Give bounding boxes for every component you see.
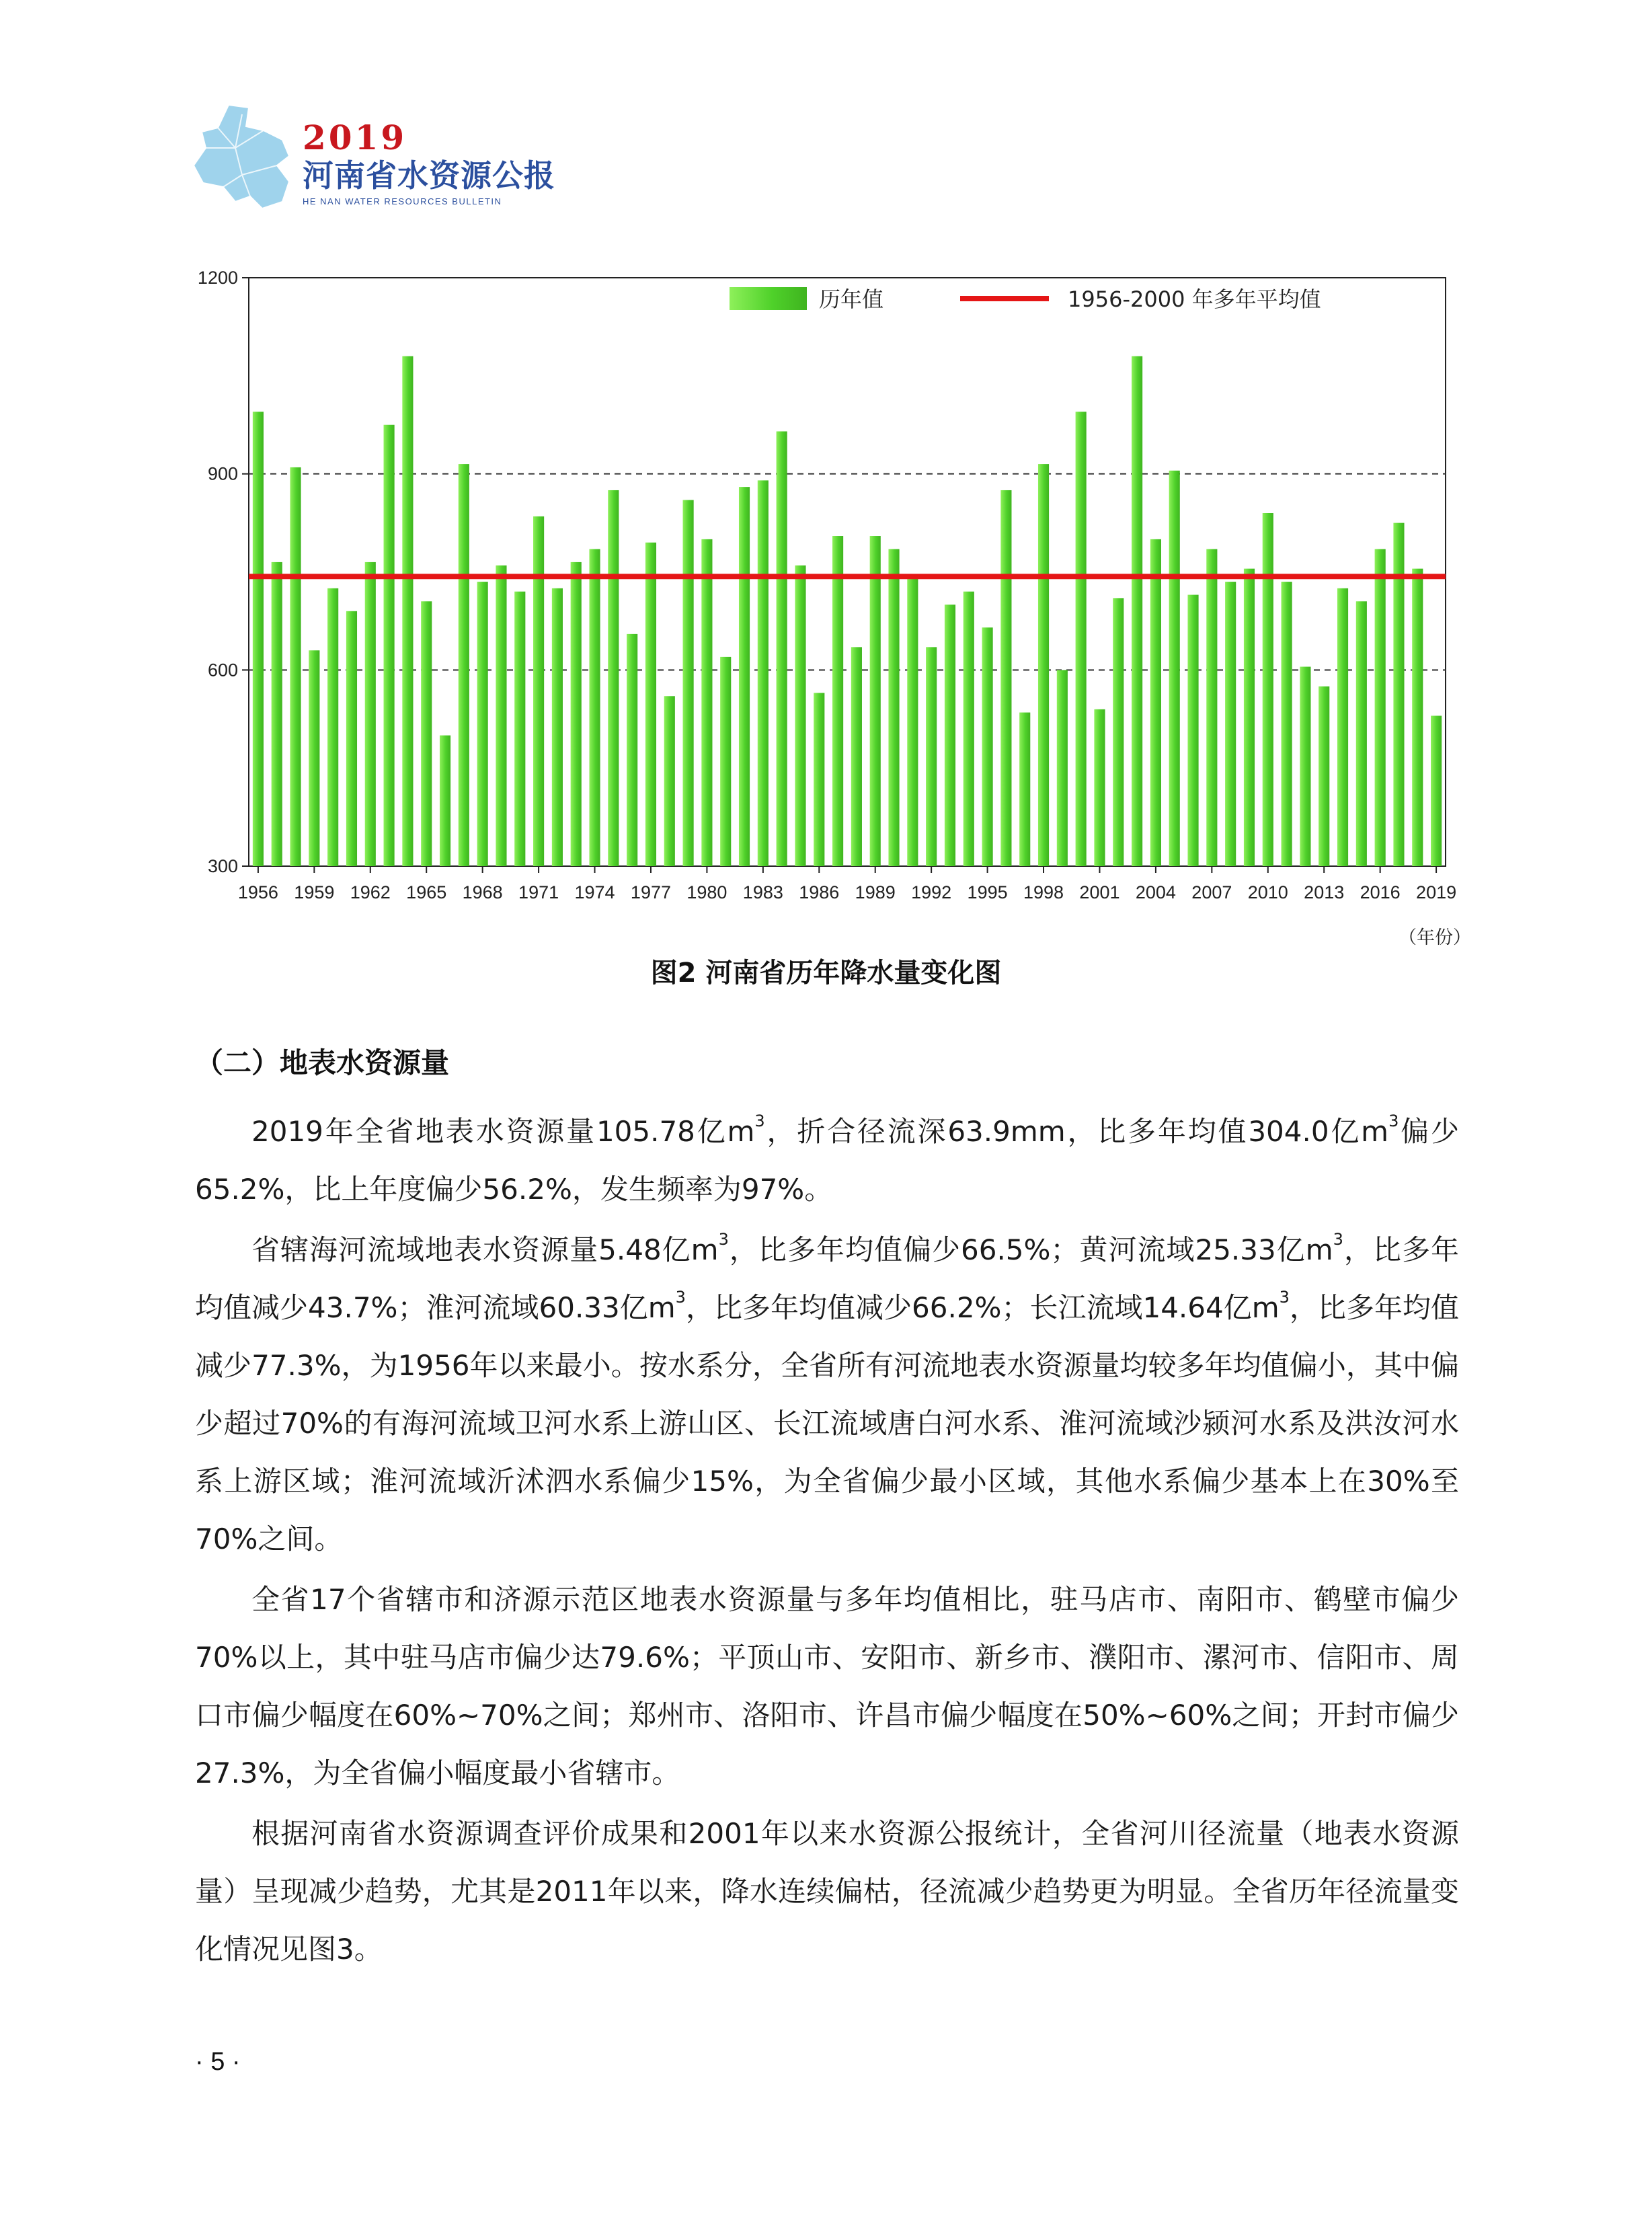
bar-2010: [1263, 513, 1273, 866]
page-number: · 5 ·: [195, 2048, 241, 2076]
bar-1967: [459, 464, 469, 866]
x-tick-label: 1998: [1023, 882, 1064, 902]
bar-1979: [683, 500, 694, 866]
x-tick-label: 1962: [350, 882, 391, 902]
bar-2007: [1206, 549, 1217, 866]
x-tick-label: 1959: [294, 882, 335, 902]
bar-1956: [253, 412, 264, 866]
bar-1988: [851, 647, 862, 866]
x-tick-label: 1986: [799, 882, 840, 902]
bar-2014: [1337, 588, 1348, 866]
x-tick-label: 2004: [1135, 882, 1176, 902]
bar-2016: [1375, 549, 1386, 866]
bar-1991: [907, 578, 918, 866]
bar-2013: [1319, 687, 1329, 866]
bar-2006: [1187, 595, 1198, 866]
bar-1997: [1019, 713, 1030, 866]
x-tick-label: 2019: [1416, 882, 1457, 902]
legend-bar-label: 历年值: [819, 286, 884, 312]
bar-1985: [795, 566, 805, 866]
y-tick-label: 600: [207, 660, 238, 681]
bar-1989: [870, 536, 881, 866]
bar-1974: [589, 549, 600, 866]
bar-1978: [664, 696, 675, 866]
section-heading: （二）地表水资源量: [195, 1046, 450, 1079]
bar-1957: [272, 562, 282, 866]
bar-1973: [571, 562, 582, 866]
x-axis-ticks: [238, 866, 1456, 902]
bar-1972: [552, 588, 563, 866]
body-text: [195, 1103, 1459, 1981]
x-tick-label: 2016: [1360, 882, 1401, 902]
bar-1980: [701, 539, 712, 866]
bar-2015: [1356, 601, 1367, 866]
bar-1964: [402, 356, 413, 866]
bar-1995: [982, 627, 993, 866]
bulletin-year: 2019: [303, 118, 407, 157]
bar-1984: [777, 431, 787, 866]
precipitation-chart: [182, 259, 1486, 965]
bar-1966: [440, 736, 450, 866]
bar-1970: [514, 592, 525, 866]
x-tick-label: 1977: [630, 882, 672, 902]
bar-2008: [1225, 582, 1236, 866]
bar-1983: [758, 480, 769, 866]
y-tick-label: 300: [207, 856, 238, 876]
bar-2011: [1282, 582, 1292, 866]
bar-1987: [832, 536, 843, 866]
bar-2012: [1300, 666, 1310, 866]
y-axis-ticks: [198, 268, 249, 876]
x-axis-unit: （年份）: [1399, 927, 1471, 948]
legend-bar-swatch: [730, 287, 807, 310]
bar-1959: [309, 650, 319, 866]
bar-2005: [1169, 471, 1180, 866]
bar-1976: [627, 634, 637, 866]
bar-1961: [346, 611, 357, 866]
bulletin-header: [188, 101, 565, 222]
bar-1965: [421, 601, 432, 866]
bulletin-subtitle: HE NAN WATER RESOURCES BULLETIN: [303, 196, 502, 206]
x-tick-label: 1992: [911, 882, 952, 902]
bar-2018: [1412, 569, 1423, 866]
paragraph-4: 根据河南省水资源调查评价成果和2001年以来水资源公报统计，全省河川径流量（地表水资源量）呈现减少趋势，尤其是2011年以来，降水连续偏枯，径流减少趋势更为明显。全省历年径流量变化情况见图3。: [195, 1817, 1459, 1966]
bar-2019: [1431, 716, 1442, 866]
bar-2004: [1150, 539, 1161, 866]
y-tick-label: 1200: [197, 268, 238, 288]
bar-2002: [1113, 598, 1124, 866]
x-tick-label: 2007: [1191, 882, 1232, 902]
paragraph-3: 全省17个省辖市和济源示范区地表水资源量与多年均值相比，驻马店市、南阳市、鹤壁市偏少70%以上，其中驻马店市偏少达79.6%；平顶山市、安阳市、新乡市、濮阳市、漯河市、信阳市、周口市偏少幅度在60%~70%之间；郑州市、洛阳市、许昌市偏少幅度在50%~60%之间；开封市偏少27.3%，为全省偏小幅度最小省辖市。: [195, 1583, 1459, 1789]
x-tick-label: 1995: [967, 882, 1008, 902]
bar-1999: [1057, 670, 1068, 866]
bar-1981: [720, 657, 731, 866]
x-tick-label: 2010: [1247, 882, 1288, 902]
paragraph-2: 省辖海河流域地表水资源量5.48亿$m^3$，比多年均值偏少66.5%；黄河流域25.33亿$m^3$，比多年均值减少43.7%；淮河流域60.33亿$m^3$，比多年均值减少66.2%；长江流域14.64亿$m^3$，比多年均值减少77.3%，为1956年以来最小。按水系分，全省所有河流地表水资源量均较多年均值偏小，其中偏少超过70%的有海河流域卫河水系上游山区、长江流域唐白河水系、淮河流域沙颍河水系及洪汝河水系上游区域；淮河流域沂沭泗水系偏少15%，为全省偏少最小区域，其他水系偏少基本上在30%至70%之间。: [195, 1230, 1460, 1555]
bulletin-title: 河南省水资源公报: [303, 157, 555, 194]
x-tick-label: 1989: [855, 882, 896, 902]
bar-1971: [533, 516, 544, 866]
bar-1986: [814, 693, 824, 866]
bar-1969: [496, 566, 506, 866]
bar-1994: [963, 592, 974, 866]
bar-1963: [384, 425, 395, 866]
x-tick-label: 1971: [518, 882, 559, 902]
bar-2001: [1094, 709, 1105, 866]
bar-1982: [739, 487, 750, 866]
henan-map-logo: [188, 101, 303, 215]
x-tick-label: 2013: [1304, 882, 1345, 902]
legend-line-label: 1956-2000 年多年平均值: [1068, 286, 1321, 312]
bar-1977: [645, 543, 656, 866]
legend: [730, 286, 1321, 312]
bar-1993: [945, 605, 955, 866]
bar-1958: [290, 467, 301, 866]
bar-1960: [327, 588, 338, 866]
bar-2009: [1244, 569, 1255, 866]
bar-1998: [1038, 464, 1049, 866]
bar-1992: [926, 647, 937, 866]
x-tick-label: 1974: [574, 882, 615, 902]
bar-1975: [608, 490, 619, 866]
bar-1968: [477, 582, 488, 866]
bar-2000: [1076, 412, 1087, 866]
x-tick-label: 1956: [237, 882, 278, 902]
bar-1990: [888, 549, 899, 866]
bar-1962: [365, 562, 376, 866]
paragraph-1: 2019年全省地表水资源量105.78亿$m^3$，折合径流深63.9mm，比多年均值304.0亿$m^3$偏少65.2%，比上年度偏少56.2%，发生频率为97%。: [195, 1112, 1459, 1206]
y-tick-label: 900: [207, 463, 238, 484]
x-tick-label: 1980: [686, 882, 727, 902]
x-tick-label: 1965: [406, 882, 447, 902]
bar-series: [253, 356, 1442, 866]
x-tick-label: 1968: [462, 882, 503, 902]
bar-1996: [1000, 490, 1011, 866]
bar-2003: [1132, 356, 1142, 866]
x-tick-label: 2001: [1079, 882, 1120, 902]
x-tick-label: 1983: [742, 882, 783, 902]
figure-caption: 图2 河南省历年降水量变化图: [650, 958, 1002, 989]
chart-svg: [182, 259, 1486, 952]
